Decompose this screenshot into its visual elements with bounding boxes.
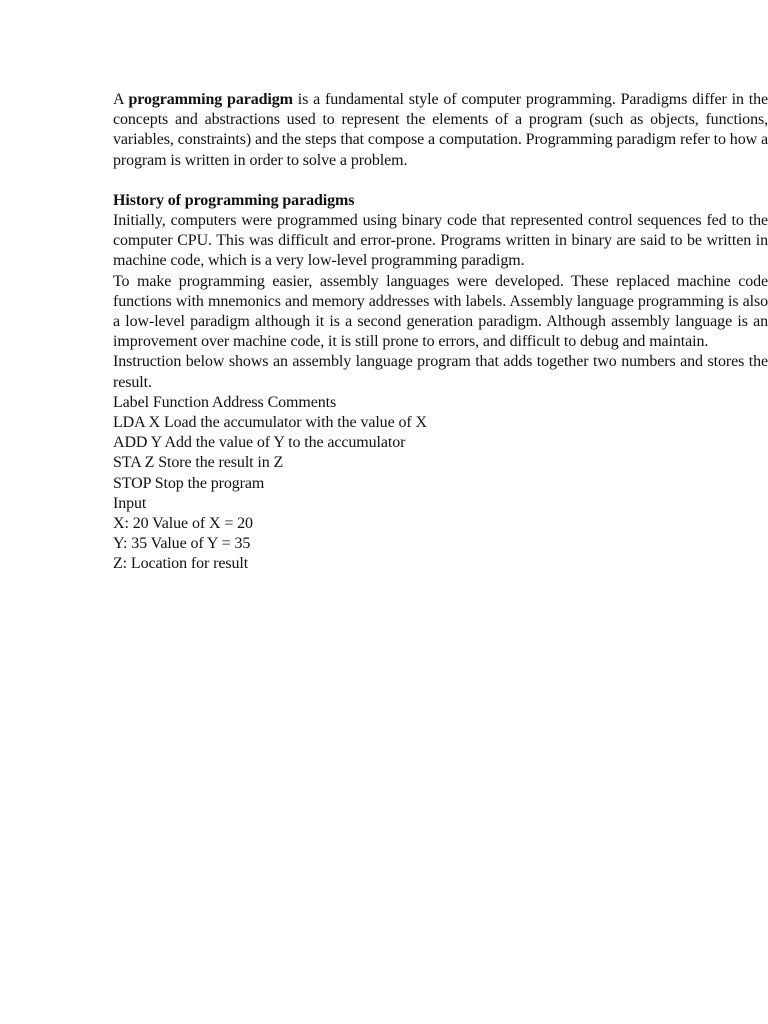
history-paragraph-2: To make programming easier, assembly languages were developed. These replaced machine code functions with mnemonics and memory addresses with labels. Assembly language programming is also a low-level paradigm although it is a second generation paradigm. Although assembly language is an improvement over machine code, it is still prone to errors, and difficult to debug and maintain. [113,272,768,351]
document-page [113,90,768,575]
program-line: ADD Y Add the value of Y to the accumulator [113,434,406,452]
history-paragraph-1: Initially, computers were programmed using binary code that represented control sequences fed to the computer CPU. This was difficult and error-prone. Programs written in binary are said to be written in machine code, which is a very low-level programming paradigm. [113,212,768,270]
intro-paragraph [113,90,768,171]
intro-rest: is a fundamental style of computer programming. Paradigms differ in the concepts and abstractions used to represent the elements of a program (such as objects, functions, variables, constraints) and the steps that compose a computation. Programming paradigm refer to how a program is written in order to solve a problem. [113,91,768,169]
program-line: STA Z Store the result in Z [113,454,284,472]
history-paragraph-3: Instruction below shows an assembly language program that adds together two numbers and stores the result. [113,353,768,391]
program-line: Z: Location for result [113,555,249,573]
program-line: Input [113,494,147,512]
program-line: LDA X Load the accumulator with the value of X [113,414,427,432]
program-line: Label Function Address Comments [113,393,337,411]
program-line: X: 20 Value of X = 20 [113,515,253,533]
intro-lead: A [113,91,129,108]
program-line: Y: 35 Value of Y = 35 [113,535,251,553]
paragraph-gap [113,171,768,191]
program-line: STOP Stop the program [113,474,265,492]
history-heading: History of programming paradigms [113,191,355,209]
intro-term: programming paradigm [128,91,293,108]
